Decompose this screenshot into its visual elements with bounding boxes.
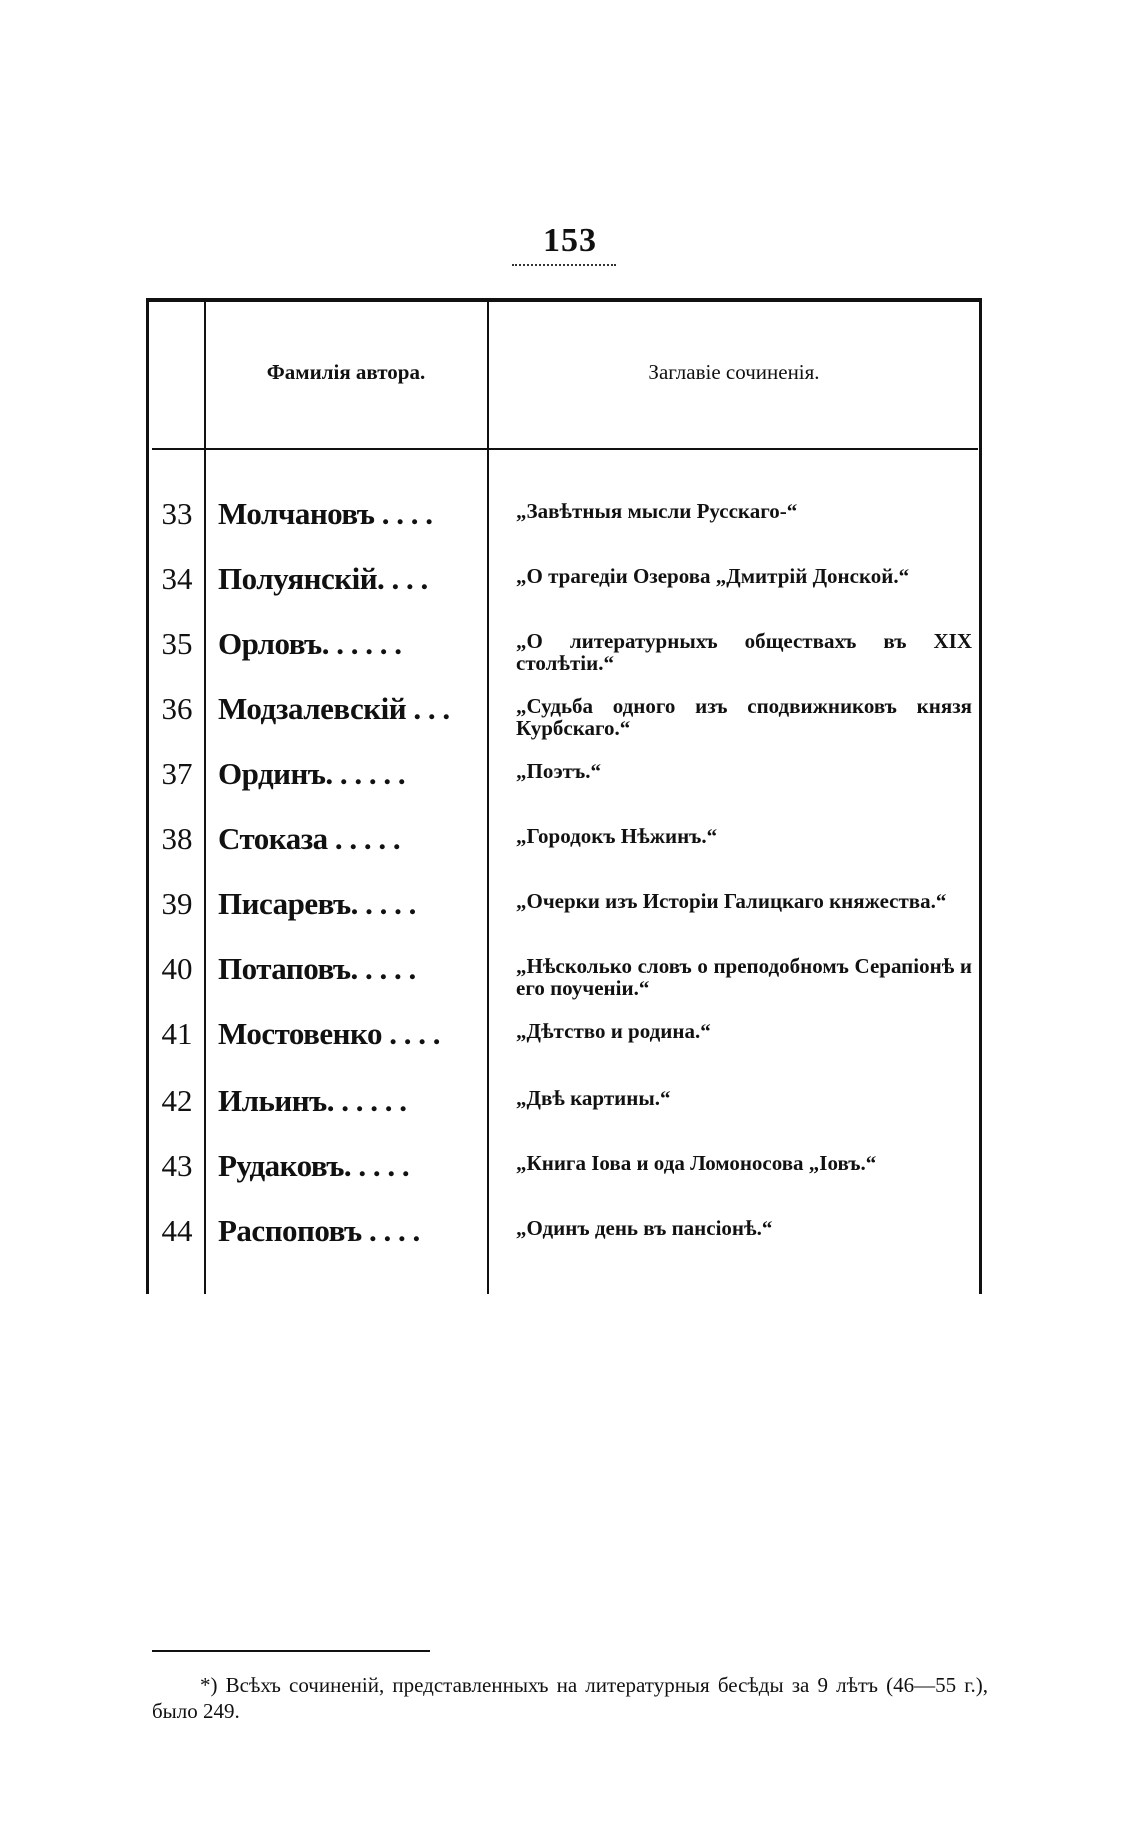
- page-number-underline: [512, 264, 616, 266]
- row-author: Модзалевскій . . .: [218, 691, 450, 726]
- header-author: Фамилія автора.: [266, 360, 426, 384]
- row-number: 42: [161, 1083, 193, 1118]
- table-row: [146, 618, 982, 682]
- row-author: Мостовенко . . . .: [218, 1016, 440, 1051]
- row-number: 39: [161, 886, 193, 921]
- row-number: 37: [161, 756, 193, 791]
- row-author: Писаревъ. . . . .: [218, 886, 416, 921]
- page-number: 153: [543, 222, 597, 259]
- row-author: Полуянскій. . . .: [218, 561, 428, 596]
- table-row: [146, 1140, 982, 1204]
- row-author: Ординъ. . . . . .: [218, 756, 406, 791]
- row-number: 34: [161, 561, 193, 596]
- row-author: Рудаковъ. . . . .: [218, 1148, 410, 1183]
- row-work: „Завѣтныя мысли Русскаго-“: [516, 499, 798, 523]
- header-rule: [152, 448, 978, 450]
- row-work: „Нѣсколько словъ о преподобномъ Серапіонѣ и его поученіи.“: [516, 954, 972, 1000]
- table-row: [146, 1008, 982, 1072]
- table-row: [146, 943, 982, 1007]
- table-row: [146, 488, 982, 552]
- table-row: [146, 553, 982, 617]
- row-work: „Очерки изъ Исторіи Галицкаго княжества.“: [516, 889, 947, 913]
- row-author: Ильинъ. . . . . .: [218, 1083, 407, 1118]
- row-number: 38: [161, 821, 193, 856]
- row-number: 33: [161, 496, 193, 531]
- row-work: „Одинъ день въ пансіонѣ.“: [516, 1216, 773, 1240]
- row-work: „Двѣ картины.“: [516, 1086, 671, 1110]
- row-work: „О трагедіи Озерова „Дмитрій Донской.“: [516, 564, 910, 588]
- row-author: Стоказа . . . . .: [218, 821, 401, 856]
- table-row: [146, 878, 982, 942]
- row-number: 43: [161, 1148, 193, 1183]
- row-work: „Поэтъ.“: [516, 759, 601, 783]
- table-row: [146, 1205, 982, 1269]
- row-work: „Городокъ Нѣжинъ.“: [516, 824, 718, 848]
- row-number: 36: [161, 691, 193, 726]
- header-title: Заглавіе сочиненія.: [648, 360, 820, 384]
- row-work: „О литературныхъ обществахъ въ XIX столѣтіи.“: [516, 629, 972, 675]
- table-row: [146, 748, 982, 812]
- row-number: 40: [161, 951, 193, 986]
- row-number: 35: [161, 626, 193, 661]
- row-author: Молчановъ . . . .: [218, 496, 433, 531]
- row-number: 41: [161, 1016, 193, 1051]
- table-row: [146, 683, 982, 747]
- table-row: [146, 1075, 982, 1139]
- row-author: Орловъ. . . . . .: [218, 626, 402, 661]
- row-work: „Книга Іова и ода Ломоносова „Іовъ.“: [516, 1151, 877, 1175]
- row-number: 44: [161, 1213, 193, 1248]
- footnote-text: *) Всѣхъ сочиненій, представленныхъ на литературныя бесѣды за 9 лѣтъ (46—55 г.), было 249.: [152, 1673, 988, 1723]
- row-author: Потаповъ. . . . .: [218, 951, 416, 986]
- row-work: „Дѣтство и родина.“: [516, 1019, 711, 1043]
- row-author: Распоповъ . . . .: [218, 1213, 420, 1248]
- footnote: [152, 1672, 988, 1724]
- row-work: „Судьба одного изъ сподвижниковъ князя Курбскаго.“: [516, 694, 972, 740]
- table-row: [146, 813, 982, 877]
- footnote-rule: [152, 1650, 430, 1652]
